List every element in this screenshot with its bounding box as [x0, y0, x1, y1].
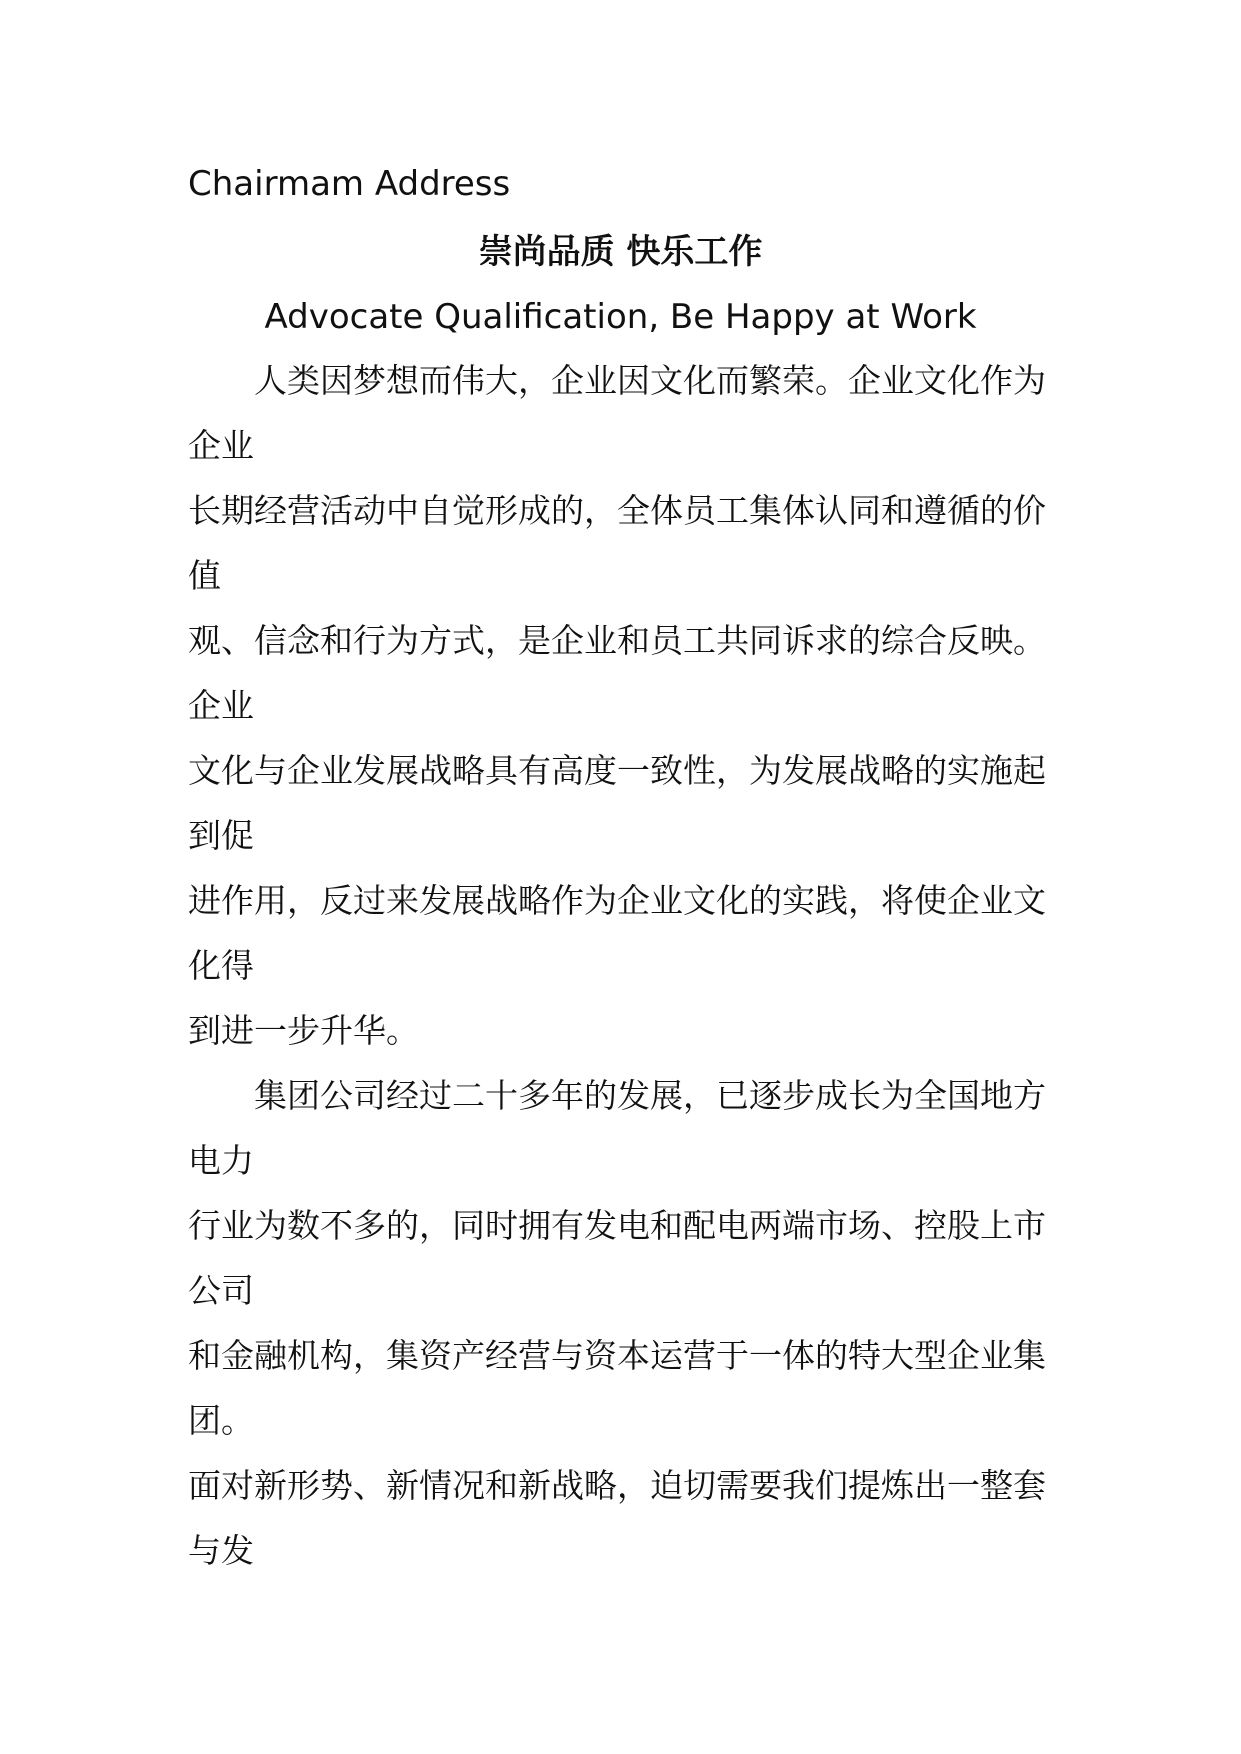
body-line: 长期经营活动中自觉形成的，全体员工集体认同和遵循的价 — [188, 491, 1046, 530]
body-line: 到促 — [188, 816, 254, 855]
body-line: 电力 — [188, 1141, 254, 1180]
body-line: 企业 — [188, 686, 254, 725]
body-line: 化得 — [188, 946, 254, 985]
body-line: 到进一步升华。 — [188, 1011, 419, 1050]
body-line: 公司 — [188, 1271, 254, 1310]
body-line: 人类因梦想而伟大，企业因文化而繁荣。企业文化作为 — [188, 361, 1046, 400]
body-line: 文化与企业发展战略具有高度一致性，为发展战略的实施起 — [188, 751, 1046, 790]
body-line: 行业为数不多的，同时拥有发电和配电两端市场、控股上市 — [188, 1206, 1046, 1245]
body-line: 与发 — [188, 1531, 254, 1570]
body-line: 企业 — [188, 426, 254, 465]
body-line: 和金融机构，集资产经营与资本运营于一体的特大型企业集 — [188, 1336, 1046, 1375]
body-line: 观、信念和行为方式，是企业和员工共同诉求的综合反映。 — [188, 621, 1046, 660]
title-english: Advocate Qualification, Be Happy at Work — [264, 297, 977, 337]
title-chinese: 崇尚品质 快乐工作 — [478, 232, 763, 272]
body-line: 团。 — [188, 1401, 254, 1440]
body-line: 面对新形势、新情况和新战略，迫切需要我们提炼出一整套 — [188, 1466, 1046, 1505]
body-line: 集团公司经过二十多年的发展，已逐步成长为全国地方 — [188, 1076, 1046, 1115]
body-line: 进作用，反过来发展战略作为企业文化的实践，将使企业文 — [188, 881, 1046, 920]
document-heading: Chairmam Address — [188, 164, 511, 204]
body-line: 值 — [188, 556, 221, 595]
